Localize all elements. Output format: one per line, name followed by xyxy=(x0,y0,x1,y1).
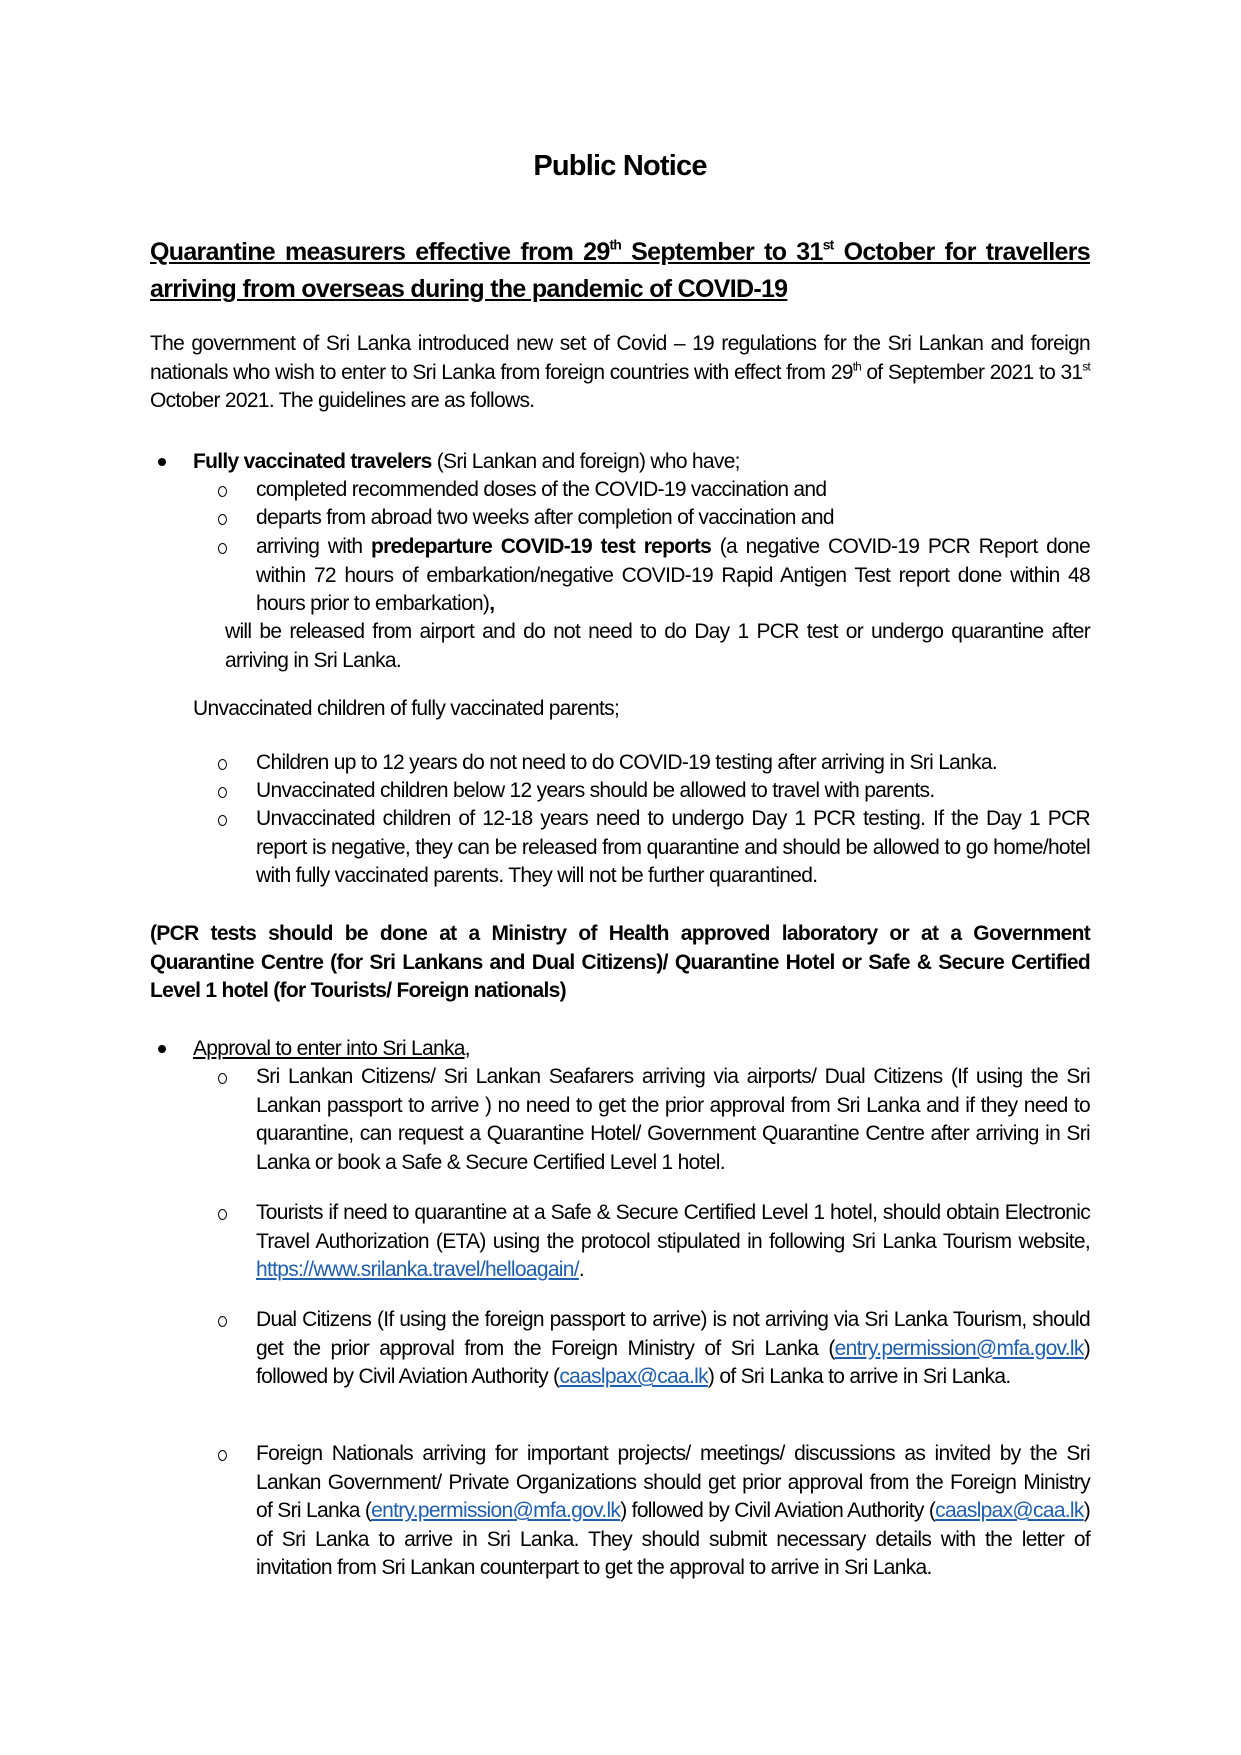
children-heading: Unvaccinated children of fully vaccinated parents; xyxy=(193,697,620,720)
circle-bullet-icon xyxy=(218,514,227,525)
list-item: arriving with predeparture COVID-19 test reports (a negative COVID-19 PCR Report done within 72 hours of embarkation/negative COVID-19 Rapid Antigen Test report done within 48 hours prior to embarkation), xyxy=(218,533,1090,623)
circle-bullet-icon xyxy=(218,486,227,497)
circle-bullet-icon xyxy=(218,543,227,554)
list-item: Unvaccinated children of 12-18 years need to undergo Day 1 PCR testing. If the Day 1 PCR report is negative, they can be released from quarantine and should be allowed to go home/hotel with fully vaccinated parents. They will not be further quarantined. xyxy=(218,805,1090,895)
bullet-icon xyxy=(158,1045,166,1053)
list-item: departs from abroad two weeks after completion of vaccination and xyxy=(218,504,1090,534)
list-item: Unvaccinated children below 12 years should be allowed to travel with parents. xyxy=(218,777,1090,807)
section-heading: Fully vaccinated travelers xyxy=(193,450,432,473)
list-item: Children up to 12 years do not need to do COVID-19 testing after arriving in Sri Lanka. xyxy=(218,749,1090,779)
circle-bullet-icon xyxy=(218,759,227,770)
list-item: completed recommended doses of the COVID-19 vaccination and xyxy=(218,476,1090,506)
notice-subtitle: Quarantine measurers effective from 29th September to 31st October for travellers arriving from overseas during the pandemic of COVID-19 xyxy=(150,237,1090,303)
list-item: Foreign Nationals arriving for important projects/ meetings/ discussions as invited by the Sri Lankan Government/ Private Organizations should get prior approval from the Foreign Ministry of Sri Lanka (entry.permission@mfa.gov.lk) followed by Civil Aviation Authority (caaslpax@caa.lk) of Sri Lanka to arrive in Sri Lanka. They should submit necessary details with the letter of invitation from Sri Lankan counterpart to get the approval to arrive in Sri Lanka. xyxy=(218,1440,1090,1620)
circle-bullet-icon xyxy=(218,1073,227,1084)
circle-bullet-icon xyxy=(218,1209,227,1220)
bullet-approval xyxy=(150,1035,1090,1065)
bullet-fully-vaccinated: Fully vaccinated travelers (Sri Lankan and foreign) who have; xyxy=(150,448,1090,478)
circle-bullet-icon xyxy=(218,787,227,798)
list-item: Tourists if need to quarantine at a Safe & Secure Certified Level 1 hotel, should obtain Electronic Travel Authorization (ETA) using the protocol stipulated in following Sri Lanka Tourism website, https://www.srilanka.travel/helloagain/. xyxy=(218,1199,1090,1289)
circle-bullet-icon xyxy=(218,815,227,826)
caa-email-link[interactable]: caaslpax@caa.lk xyxy=(559,1365,708,1388)
circle-bullet-icon xyxy=(218,1450,227,1461)
list-item: Dual Citizens (If using the foreign passport to arrive) is not arriving via Sri Lanka Tourism, should get the prior approval from the Foreign Ministry of Sri Lanka (entry.permission@mfa.gov.lk) followed by Civil Aviation Authority (caaslpax@caa.lk) of Sri Lanka to arrive in Sri Lanka. xyxy=(218,1306,1090,1426)
page-title: Public Notice xyxy=(533,150,707,182)
pcr-note: (PCR tests should be done at a Ministry of Health approved laboratory or at a Government Quarantine Centre (for Sri Lankans and Dual Citizens)/ Quarantine Hotel or Safe & Secure Certified Level 1 hotel (for Tourists/ Foreign nationals) xyxy=(150,922,1090,1002)
mfa-email-link[interactable]: entry.permission@mfa.gov.lk xyxy=(371,1499,621,1522)
list-item: Sri Lankan Citizens/ Sri Lankan Seafarers arriving via airports/ Dual Citizens (If using the Sri Lankan passport to arrive ) no need to get the prior approval from Sri Lanka and if they need to quarantine, can request a Quarantine Hotel/ Government Quarantine Centre after arriving in Sri Lanka or book a Safe & Secure Certified Level 1 hotel. xyxy=(218,1063,1090,1183)
section-heading: Approval to enter into Sri Lanka, xyxy=(193,1037,470,1060)
bullet-icon xyxy=(158,458,166,466)
intro-paragraph: The government of Sri Lanka introduced new set of Covid – 19 regulations for the Sri Lankan and foreign nationals who wish to enter to Sri Lanka from foreign countries with effect from 29th of September 2021 to 31st October 2021. The guidelines are as follows. xyxy=(150,332,1091,412)
tourism-website-link[interactable]: https://www.srilanka.travel/helloagain/ xyxy=(256,1258,579,1281)
vaccinated-conclusion: will be released from airport and do not need to do Day 1 PCR test or undergo quarantine after arriving in Sri Lanka. xyxy=(225,620,1090,672)
circle-bullet-icon xyxy=(218,1316,227,1327)
mfa-email-link[interactable]: entry.permission@mfa.gov.lk xyxy=(834,1336,1084,1360)
caa-email-link[interactable]: caaslpax@caa.lk xyxy=(935,1499,1084,1522)
